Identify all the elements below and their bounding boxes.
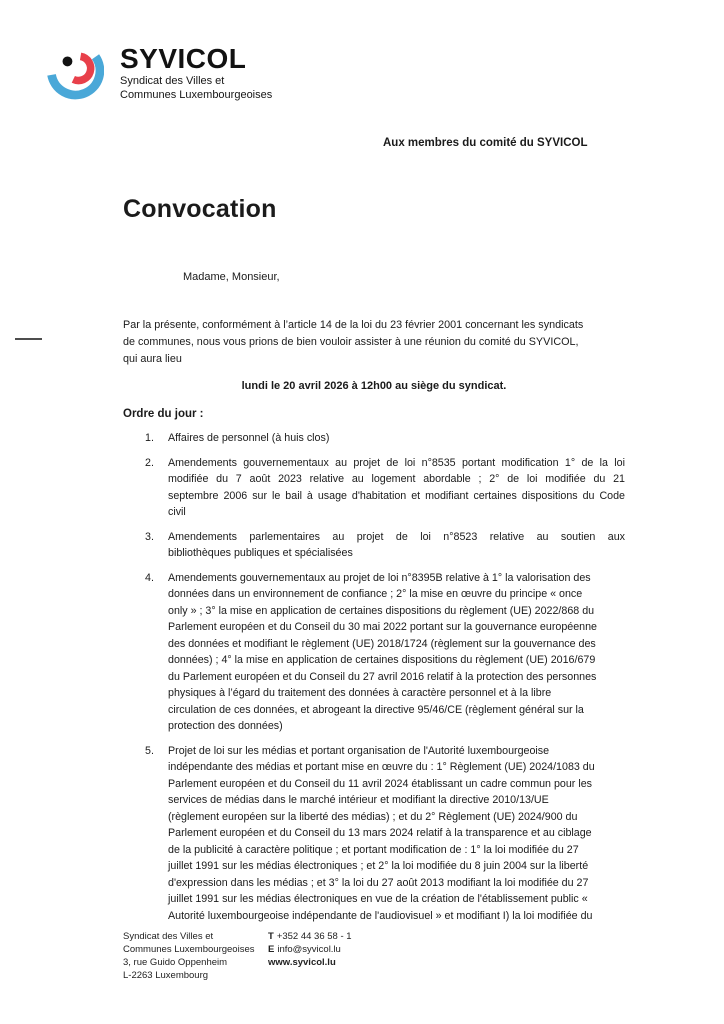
email-label: E	[268, 944, 275, 955]
agenda-item-number: 3.	[145, 530, 154, 543]
phone-label: T	[268, 931, 274, 942]
text-line: juillet 1991 sur les médias électroniques en vue de la création de l'établissement public «	[168, 893, 588, 905]
text-line: Communes Luxembourgeoises	[120, 89, 273, 101]
text-line: de la publicité à caractère politique ; et portant modification de : 1° la loi modifiée du 27	[168, 843, 579, 856]
text-line: d'expression dans les médias ; et 3° la loi du 27 août 2013 modifiant la loi modifiée du 27	[168, 876, 589, 889]
text-line: Autorité luxembourgeoise indépendante de l'audiovisuel » et modifiant I) la loi modifiée du	[168, 909, 593, 922]
agenda-item	[123, 430, 625, 447]
meeting-date-line: lundi le 20 avril 2026 à 12h00 au siège du syndicat.	[241, 380, 507, 392]
agenda-item-text	[168, 529, 625, 562]
footer-contact	[268, 930, 352, 982]
agenda-item-number: 5.	[145, 744, 154, 757]
agenda-item-text	[168, 430, 625, 447]
text-line: juillet 1991 sur les médias électroniques ; et 2° la loi modifiée du 8 juin 2004 sur la liberté	[168, 860, 589, 872]
text-line: 3, rue Guido Oppenheim	[123, 957, 228, 968]
logo-wordmark: SYVICOL	[120, 43, 247, 74]
text-line: protection des données)	[168, 720, 283, 732]
logo-text-block	[120, 44, 272, 102]
logo-svg	[46, 44, 104, 102]
text-line: Parlement européen et du Conseil du 13 mars 2024 relatif à la transparence et au ciblage	[168, 827, 592, 839]
agenda-item	[123, 529, 625, 562]
text-line: physiques à l’égard du traitement des données à caractère personnel et à la libre	[168, 687, 552, 699]
agenda-item-text	[168, 455, 625, 521]
text-line: du Parlement européen et du Conseil du 27 avril 2016 relatif à la protection des personnes	[168, 670, 597, 683]
text-line: Parlement européen et du Conseil du 11 avril 2024 établissant un cadre commun pour les	[168, 777, 592, 790]
text-line: qui aura lieu	[123, 353, 182, 365]
text-line: Parlement européen et du Conseil du 30 mai 2022 portant sur la gouvernance européenne	[168, 621, 597, 633]
agenda-item-text	[168, 570, 625, 735]
text-line: Par la présente, conformément à l’article 14 de la loi du 23 février 2001 concernant les syndicats	[123, 319, 584, 331]
agenda-item-text	[168, 743, 625, 925]
text-line: indépendante des médias et portant mise en œuvre du : 1° Règlement (UE) 2024/1083 du	[168, 761, 595, 773]
syvicol-logo-icon	[46, 44, 104, 102]
text-line: Amendements gouvernementaux au projet de loi n°8535 portant modification 1° de la loi	[168, 456, 625, 469]
agenda-item-number: 1.	[145, 432, 154, 444]
text-line: des données et modifiant le règlement (UE) 2018/1724 (règlement sur la gouvernance des	[168, 637, 596, 650]
text-line: données dans un environnement de confiance ; 2° la mise en œuvre du principe « once	[168, 588, 583, 600]
email-address: info@syvicol.lu	[277, 944, 341, 955]
footer-address	[123, 930, 268, 982]
text-line: L-2263 Luxembourg	[123, 970, 209, 981]
text-line: Communes Luxembourgeoises	[123, 944, 255, 955]
text-line: bibliothèques publiques et spécialisées	[168, 547, 353, 559]
text-line: civil	[168, 506, 186, 518]
text-line: (règlement européen sur la liberté des médias) ; et du 2° Règlement (UE) 2024/900 du	[168, 810, 578, 823]
agenda-heading: Ordre du jour :	[123, 408, 204, 420]
logo-tagline	[120, 74, 272, 102]
footer-email-line	[268, 943, 352, 956]
logo-red-arc	[73, 56, 90, 80]
agenda-item	[123, 570, 625, 735]
text-line: de communes, nous vous prions de bien vouloir assister à une réunion du comité du SYVICOL,	[123, 336, 579, 348]
agenda-list	[123, 430, 625, 932]
footer-website: www.syvicol.lu	[268, 957, 336, 968]
agenda-item-number: 4.	[145, 571, 154, 584]
text-line: circulation de ces données, et abrogeant la directive 95/46/CE (règlement général sur la	[168, 703, 584, 716]
fold-mark	[15, 338, 42, 340]
logo-dot	[63, 56, 73, 66]
text-line: services de médias dans le marché intérieur et modifiant la directive 2010/13/UE	[168, 794, 549, 806]
agenda-item	[123, 455, 625, 521]
text-line: septembre 2006 sur le bail à usage d'habitation et modifiant certaines dispositions du Code	[168, 489, 625, 502]
salutation: Madame, Monsieur,	[183, 271, 280, 283]
text-line: Affaires de personnel (à huis clos)	[168, 432, 330, 444]
recipient-line: Aux membres du comité du SYVICOL	[383, 137, 588, 149]
footer-phone-line	[268, 930, 352, 943]
text-line: Projet de loi sur les médias et portant organisation de l'Autorité luxembourgeoise	[168, 744, 550, 757]
agenda-item-number: 2.	[145, 456, 154, 469]
intro-paragraph	[123, 317, 625, 368]
text-line: données) ; 4° la mise en application de certaines dispositions du règlement (UE) 2016/679	[168, 654, 596, 666]
text-line: Syndicat des Villes et	[123, 931, 214, 942]
phone-number: +352 44 36 58 - 1	[276, 931, 352, 942]
document-title: Convocation	[123, 195, 277, 223]
text-line: Syndicat des Villes et	[120, 75, 225, 87]
text-line: Amendements gouvernementaux au projet de loi n°8395B relative à 1° la valorisation des	[168, 571, 591, 584]
footer	[123, 930, 352, 982]
agenda-item	[123, 743, 625, 925]
text-line: only » ; 3° la mise en application de certaines dispositions du règlement (UE) 2022/868 du	[168, 604, 595, 617]
text-line: Amendements parlementaires au projet de loi n°8523 relative au soutien aux	[168, 530, 625, 543]
text-line: modifiée du 7 août 2023 relative au logement abordable ; 2° de loi modifiée du 21	[168, 473, 625, 485]
